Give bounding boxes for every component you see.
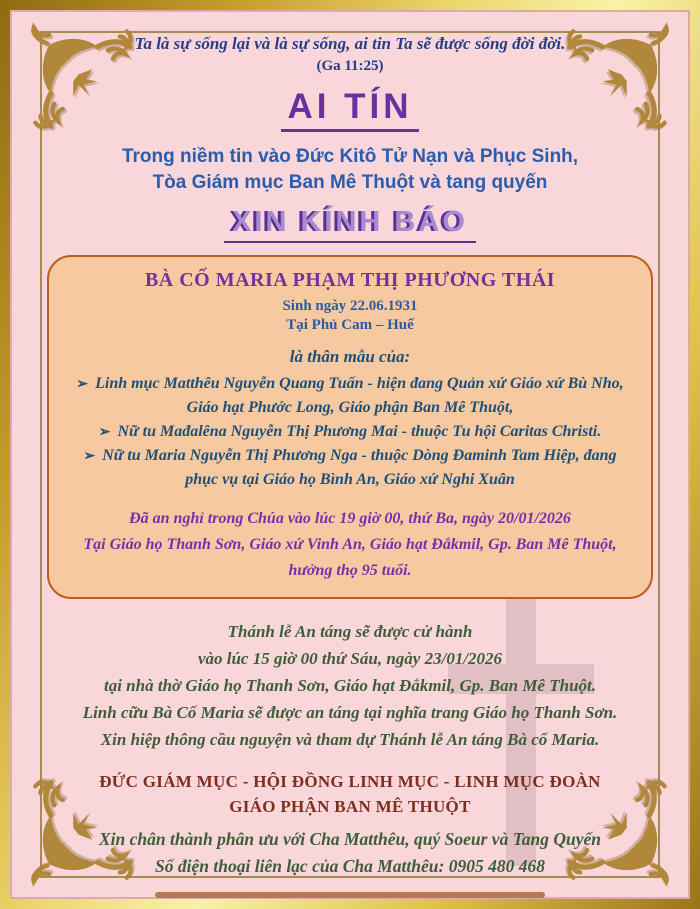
- funeral-line: Linh cữu Bà Cố Maria sẽ được an táng tại nghĩa trang Giáo họ Thanh Sơn.: [82, 702, 618, 722]
- funeral-notice: [46, 619, 654, 753]
- divider-line: [155, 892, 545, 898]
- relative-text: Nữ tu Mađalêna Nguyễn Thị Phương Mai - thuộc Tu hội Caritas Christi.: [117, 423, 602, 441]
- relative-item: [67, 444, 633, 492]
- page-title: AI TÍN: [281, 87, 418, 132]
- relative-item: [67, 420, 633, 444]
- relation-label: là thân mẫu của:: [289, 347, 411, 367]
- funeral-line: Thánh lễ An táng sẽ được cử hành: [227, 622, 473, 642]
- funeral-line: Xin hiệp thông cầu nguyện và tham dự Thánh lễ An táng Bà cố Maria.: [100, 729, 600, 749]
- announcement-title: XIN KÍNH BÁO: [224, 206, 476, 243]
- scripture-quote: Ta là sự sống lại và là sự sống, ai tin Ta sẽ được sống đời đời.: [134, 34, 566, 53]
- page-background: [10, 10, 690, 899]
- contact-line: Số điện thoại liên lạc của Cha Matthêu: 0905 480 468: [155, 855, 545, 876]
- bullet-arrow-icon: ➢: [83, 449, 96, 465]
- funeral-line: vào lúc 15 giờ 00 thứ Sáu, ngày 23/01/2026: [197, 649, 503, 669]
- deceased-name: BÀ CỐ MARIA PHẠM THỊ PHƯƠNG THÁI: [144, 269, 556, 292]
- relative-text: Nữ tu Maria Nguyễn Thị Phương Nga - thuộc Dòng Đaminh Tam Hiệp, đang phục vụ tại Giáo họ Bình An, Giáo xứ Nghi Xuân: [102, 447, 617, 489]
- intro-text: [46, 144, 654, 196]
- death-line: hưởng thọ 95 tuổi.: [288, 561, 412, 579]
- deceased-info-box: [47, 255, 653, 599]
- birth-date: Sinh ngày 22.06.1931: [282, 298, 418, 315]
- intro-line-2: Tòa Giám mục Ban Mê Thuột và tang quyến: [152, 172, 548, 194]
- announcement-content: [10, 10, 690, 898]
- signature-block: [46, 769, 654, 820]
- death-notice: [67, 506, 633, 583]
- condolence-line: Xin chân thành phân ưu với Cha Matthêu, quý Soeur và Tang Quyến: [98, 828, 602, 849]
- funeral-line: tại nhà thờ Giáo họ Thanh Sơn, Giáo hạt Đắkmil, Gp. Ban Mê Thuột.: [103, 675, 596, 695]
- signature-line-1: ĐỨC GIÁM MỤC - HỘI ĐỒNG LINH MỤC - LINH MỤC ĐOÀN: [99, 771, 601, 791]
- bullet-arrow-icon: ➢: [76, 377, 89, 393]
- relative-item: [67, 372, 633, 420]
- death-line: Tại Giáo họ Thanh Sơn, Giáo xứ Vinh An, Giáo hạt Đắkmil, Gp. Ban Mê Thuột,: [83, 536, 617, 554]
- signature-line-2: GIÁO PHẬN BAN MÊ THUỘT: [229, 797, 471, 817]
- birth-place: Tại Phủ Cam – Huế: [286, 317, 414, 334]
- intro-line-1: Trong niềm tin vào Đức Kitô Tử Nạn và Phục Sinh,: [121, 146, 579, 167]
- bullet-arrow-icon: ➢: [98, 425, 111, 441]
- relatives-list: [67, 372, 633, 492]
- death-line: Đã an nghỉ trong Chúa vào lúc 19 giờ 00, thứ Ba, ngày 20/01/2026: [129, 510, 571, 528]
- relative-text: Linh mục Matthêu Nguyễn Quang Tuấn - hiện đang Quản xứ Giáo xứ Bù Nho, Giáo hạt Phước Long, Giáo phận Ban Mê Thuột,: [95, 375, 624, 417]
- condolence-block: [46, 826, 654, 880]
- scripture-reference: (Ga 11:25): [316, 58, 384, 74]
